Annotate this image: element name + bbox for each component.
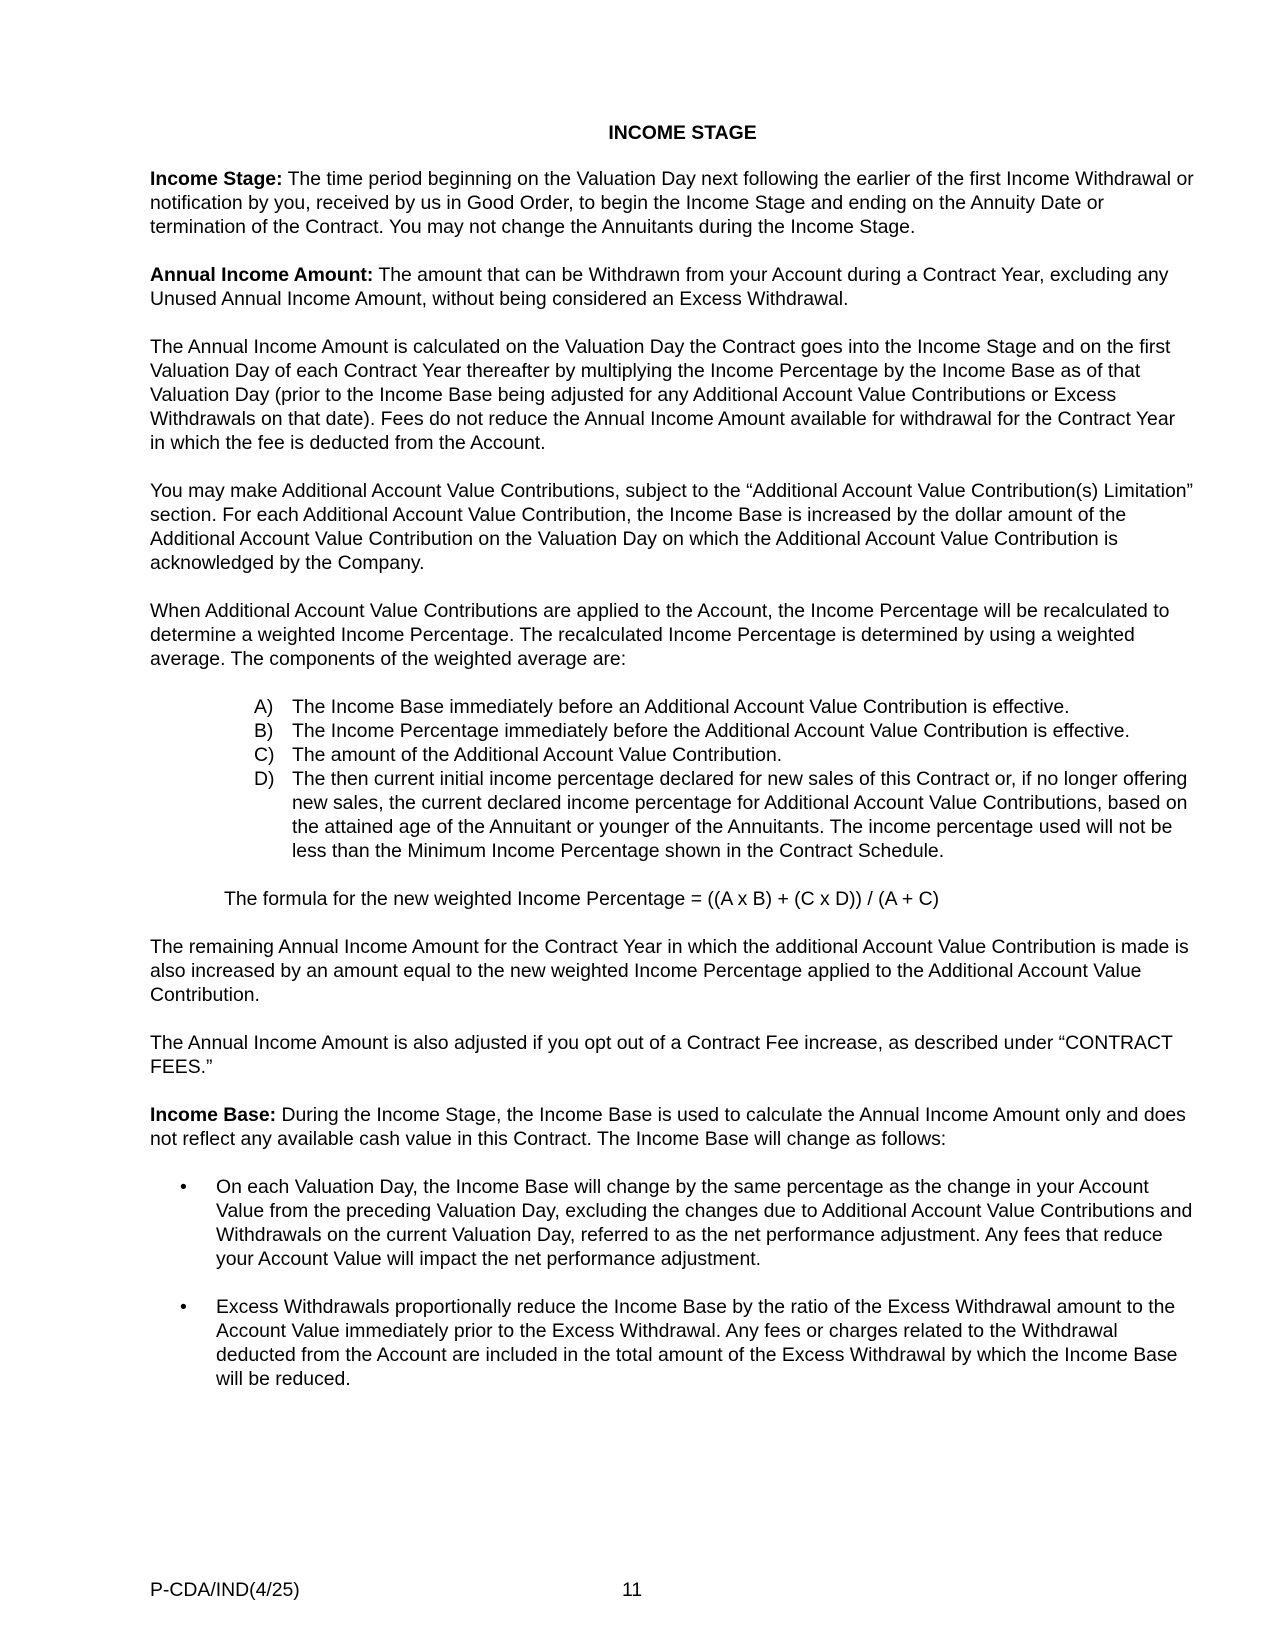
list-item-text: The amount of the Additional Account Value Contribution.	[292, 744, 783, 766]
form-number: P-CDA/IND(4/25)	[150, 1579, 300, 1601]
list-item-text: The Income Base immediately before an Additional Account Value Contribution is effective.	[292, 696, 1070, 718]
list-marker: D)	[254, 768, 275, 790]
weighted-percentage-paragraph: When Additional Account Value Contributions are applied to the Account, the Income Percentage will be recalculated to determine a weighted Income Percentage. The recalculated Income Percentage is determined by using a weighted average. The components of the weighted average are:	[150, 600, 1170, 670]
list-item-text: The Income Percentage immediately before the Additional Account Value Contribution is effective.	[292, 720, 1130, 742]
list-item-text: Excess Withdrawals proportionally reduce the Income Base by the ratio of the Excess Withdrawal amount to the Account Value immediately prior to the Excess Withdrawal. Any fees or charges related to the Withdrawal deducted from the Account are included in the total amount of the Excess Withdrawal by which the Income Base will be reduced.	[216, 1296, 1178, 1390]
income-base-term: Income Base:	[150, 1104, 277, 1126]
document-body	[150, 112, 1195, 1415]
income-base-paragraph	[150, 1103, 1195, 1151]
bullet-icon: •	[180, 1296, 187, 1318]
list-item-text: On each Valuation Day, the Income Base will change by the same percentage as the change in your Account Value from the preceding Valuation Day, excluding the changes due to Additional Account Value Contributions and Withdrawals on the current Valuation Day, referred to as the net performance adjustment. Any fees that reduce your Account Value will impact the net performance adjustment.	[216, 1176, 1193, 1270]
annual-income-amount-term: Annual Income Amount:	[150, 264, 374, 286]
annual-income-amount-paragraph	[150, 263, 1195, 311]
contributions-paragraph: You may make Additional Account Value Contributions, subject to the “Additional Account Value Contribution(s) Limitation” section. For each Additional Account Value Contribution, the Income Base is increased by the dollar amount of the Additional Account Value Contribution on the Valuation Day on which the Additional Account Value Contribution is acknowledged by the Company.	[150, 480, 1194, 574]
income-stage-paragraph	[150, 167, 1195, 239]
income-stage-text: The time period beginning on the Valuation Day next following the earlier of the first Income Withdrawal or notification by you, received by us in Good Order, to begin the Income Stage and ending on the Annuity Date or termination of the Contract. You may not change the Annuitants during the Income Stage.	[150, 168, 1194, 238]
list-marker: A)	[254, 696, 274, 718]
calculation-paragraph: The Annual Income Amount is calculated on the Valuation Day the Contract goes into the Income Stage and on the first Valuation Day of each Contract Year thereafter by multiplying the Income Percentage by the Income Base as of that Valuation Day (prior to the Income Base being adjusted for any Additional Account Value Contributions or Excess Withdrawals on that date). Fees do not reduce the Annual Income Amount available for withdrawal for the Contract Year in which the fee is deducted from the Account.	[150, 336, 1176, 454]
list-item	[254, 743, 1195, 767]
list-item	[254, 695, 1195, 719]
income-base-text: During the Income Stage, the Income Base is used to calculate the Annual Income Amount only and does not reflect any available cash value in this Contract. The Income Base will change as follows:	[150, 1104, 1186, 1150]
list-marker: B)	[254, 720, 274, 742]
income-stage-term: Income Stage:	[150, 168, 283, 190]
remaining-amount-paragraph: The remaining Annual Income Amount for the Contract Year in which the additional Account Value Contribution is made is also increased by an amount equal to the new weighted Income Percentage applied to the Additional Account Value Contribution.	[150, 936, 1189, 1006]
list-item-text: The then current initial income percentage declared for new sales of this Contract or, if no longer offering new sales, the current declared income percentage for Additional Account Value Contributions, based on the attained age of the Annuitant or younger of the Annuitants. The income percentage used will not be less than the Minimum Income Percentage shown in the Contract Schedule.	[292, 768, 1188, 862]
opt-out-paragraph: The Annual Income Amount is also adjusted if you opt out of a Contract Fee increase, as described under “CONTRACT FEES.”	[150, 1032, 1173, 1078]
annual-income-amount-text: The amount that can be Withdrawn from your Account during a Contract Year, excluding any Unused Annual Income Amount, without being considered an Excess Withdrawal.	[150, 264, 1169, 310]
income-base-changes-list	[150, 1175, 1195, 1391]
page-heading: INCOME STAGE	[608, 122, 757, 144]
list-item	[180, 1295, 1195, 1391]
list-item	[254, 719, 1195, 743]
weighted-components-list	[150, 695, 1195, 863]
page-number: 11	[622, 1579, 643, 1601]
list-marker: C)	[254, 744, 275, 766]
list-item	[254, 767, 1195, 863]
bullet-icon: •	[180, 1176, 187, 1198]
list-item	[180, 1175, 1195, 1271]
weighted-percentage-formula: The formula for the new weighted Income Percentage = ((A x B) + (C x D)) / (A + C)	[224, 888, 940, 910]
